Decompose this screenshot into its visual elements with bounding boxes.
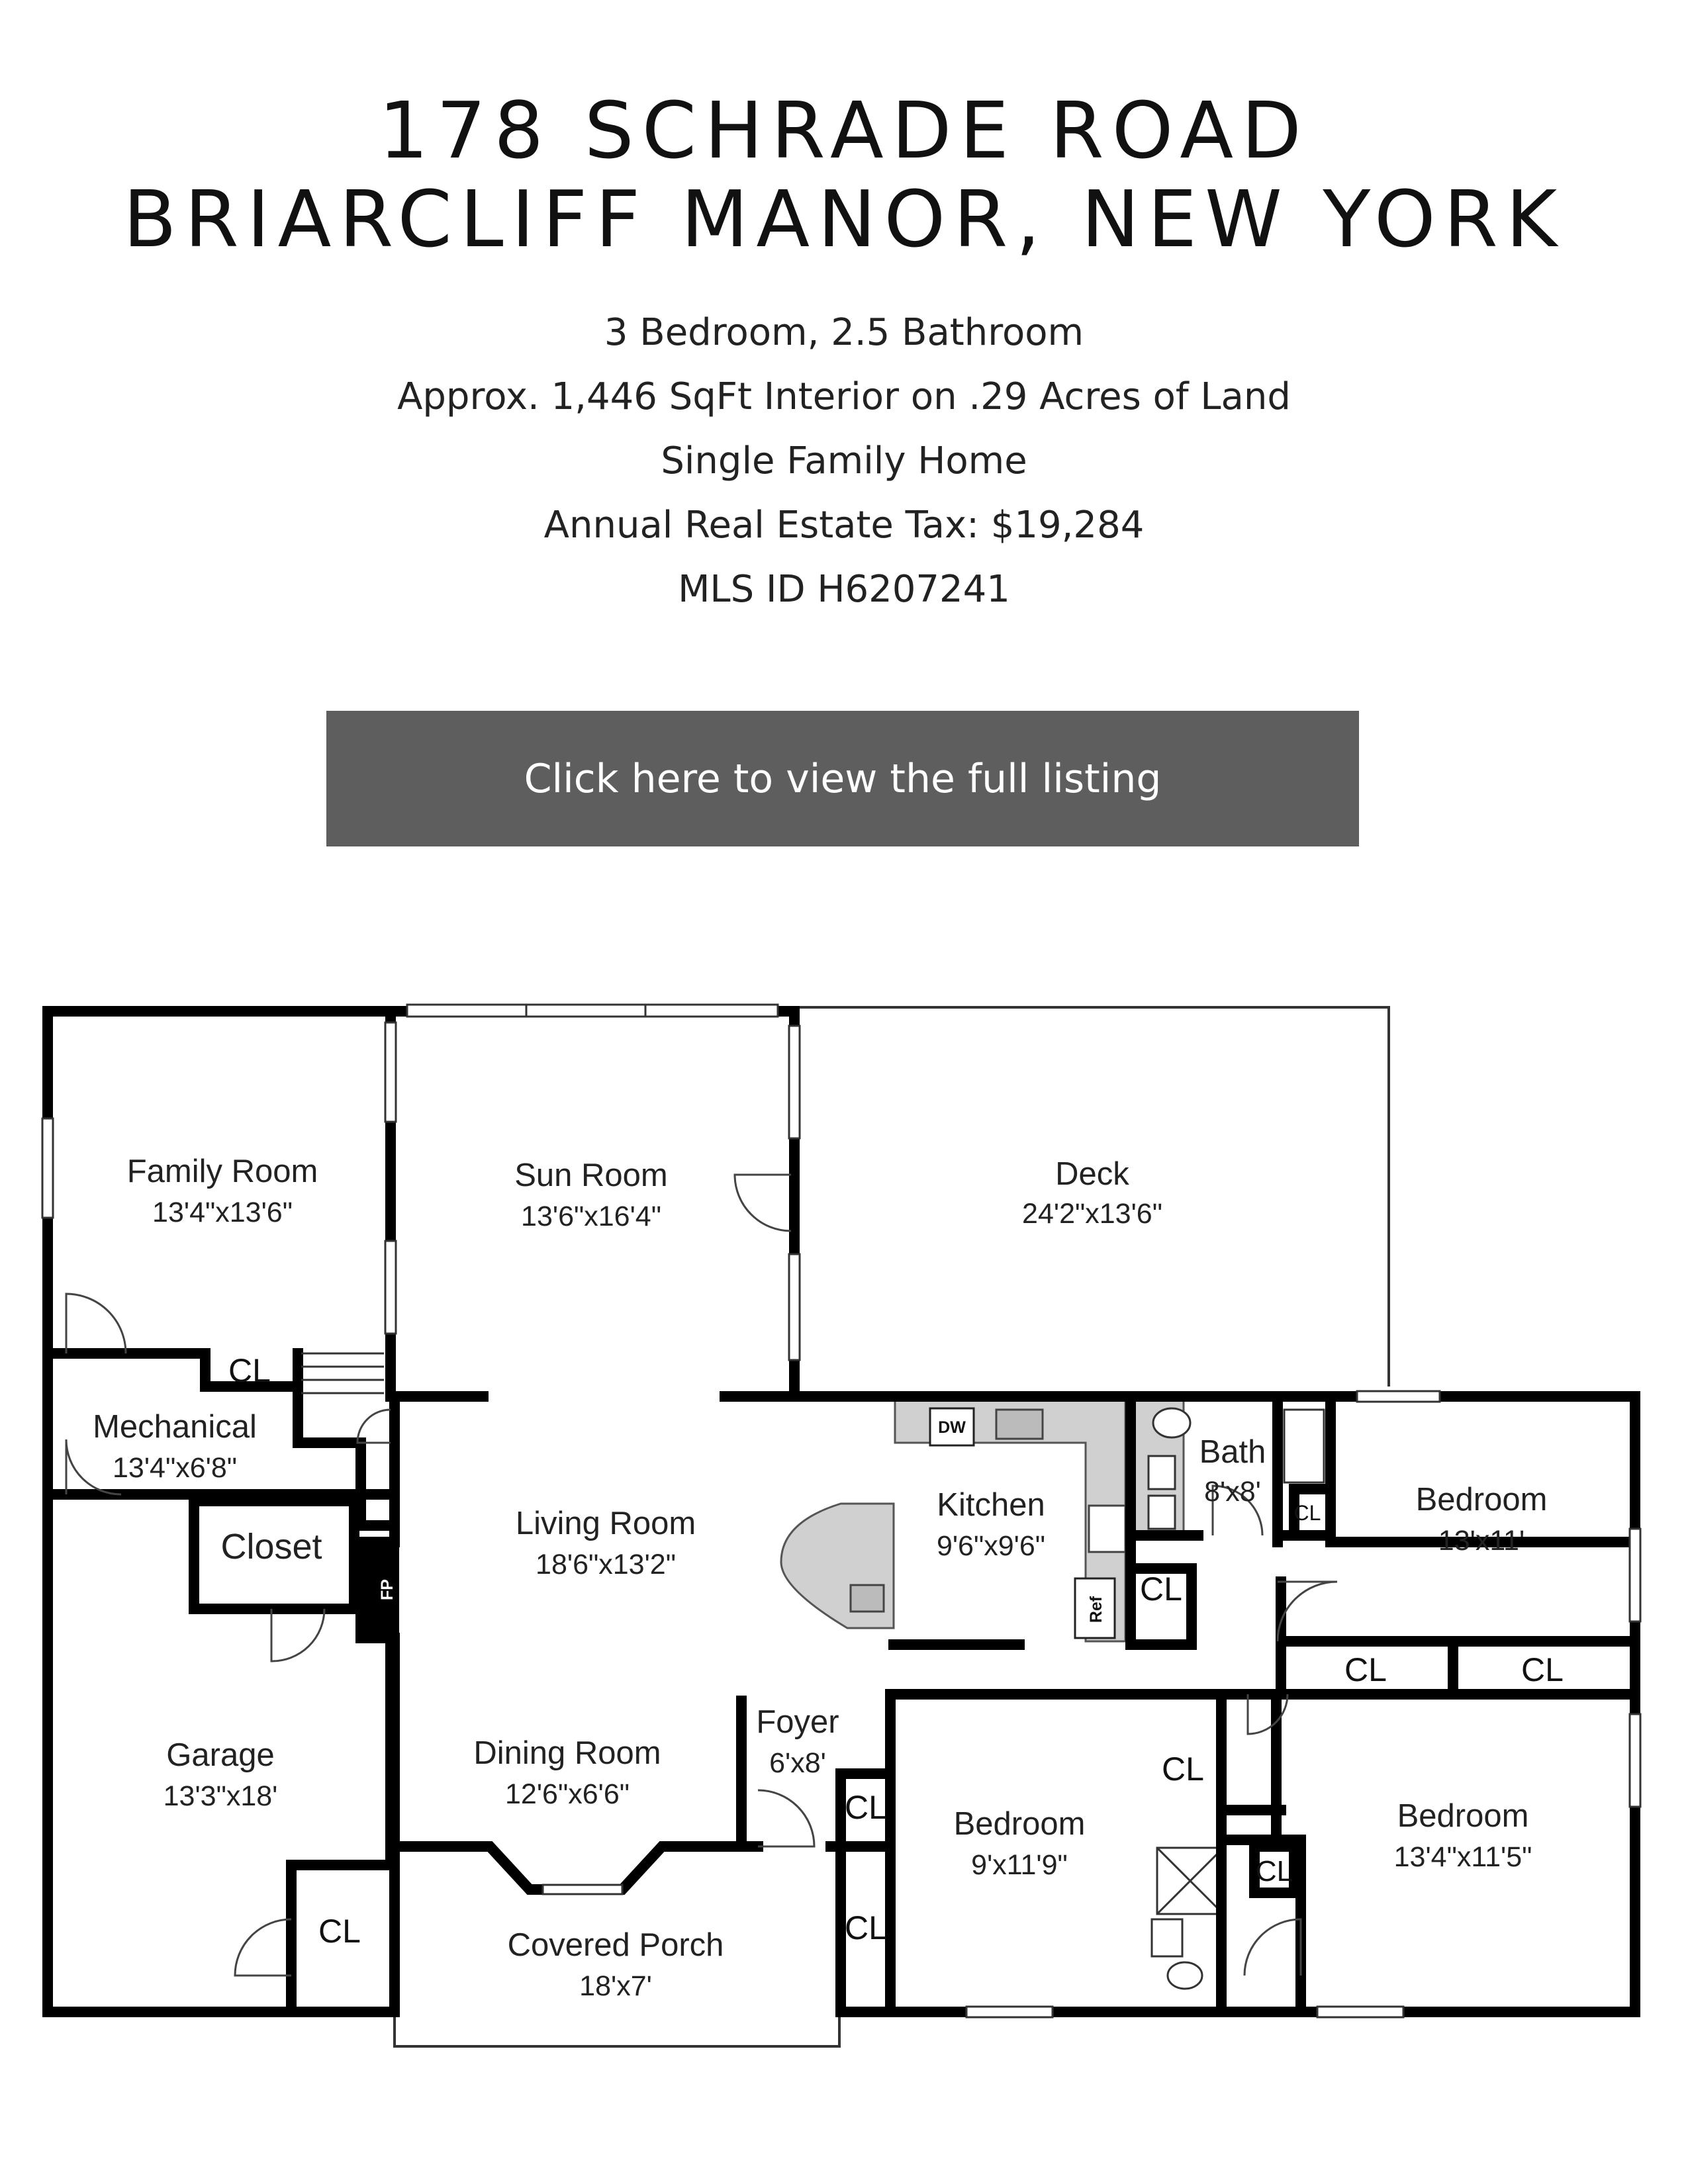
room-dining-room [473,1735,661,1810]
dishwasher-icon [930,1408,974,1445]
svg-text:Ref: Ref [1087,1596,1105,1623]
svg-text:Bedroom: Bedroom [1415,1482,1548,1518]
svg-text:Bath: Bath [1199,1434,1266,1470]
room-kitchen [937,1487,1045,1562]
room-family-room [127,1154,318,1228]
svg-text:Mechanical: Mechanical [93,1409,257,1445]
size-text: Approx. 1,446 SqFt Interior on .29 Acres of Land [397,375,1291,418]
stove-icon [1089,1506,1125,1552]
address-line-2: BRIARCLIFF MANOR, NEW YORK [122,173,1566,265]
svg-text:DW: DW [938,1418,966,1437]
svg-text:Living Room: Living Room [515,1506,696,1541]
svg-text:13'4"x13'6": 13'4"x13'6" [152,1197,293,1228]
deck-outline [794,1007,1389,1387]
svg-text:13'x11': 13'x11' [1438,1525,1525,1557]
svg-text:9'6"x9'6": 9'6"x9'6" [936,1530,1046,1562]
svg-text:18'6"x13'2": 18'6"x13'2" [536,1549,676,1580]
room-foyer [756,1704,839,1779]
fireplace-label: FP [378,1579,397,1600]
svg-text:Garage: Garage [166,1737,275,1773]
svg-text:6'x8': 6'x8' [769,1747,826,1779]
room-sun-room [514,1158,668,1232]
room-closet [220,1527,322,1567]
svg-text:Dining Room: Dining Room [473,1735,661,1771]
svg-text:8'x8': 8'x8' [1204,1476,1261,1508]
svg-text:Closet: Closet [220,1527,322,1567]
sink-icon [996,1410,1043,1439]
island-sink-icon [851,1585,884,1612]
mls-id-text: MLS ID H6207241 [678,568,1010,611]
svg-text:9'x11'9": 9'x11'9" [971,1849,1068,1881]
room-bedroom-middle [954,1806,1086,1881]
home-type-text: Single Family Home [661,439,1027,482]
cl-foyer-bottom: CL [845,1909,887,1946]
cl-bath: CL [1293,1501,1321,1525]
cl-mechanical: CL [228,1352,271,1389]
room-garage [164,1737,278,1812]
svg-text:18'x7': 18'x7' [579,1970,652,2002]
svg-text:Covered Porch: Covered Porch [507,1927,724,1963]
cl-bedroom-middle: CL [1162,1751,1204,1788]
svg-text:Family Room: Family Room [126,1154,318,1189]
svg-text:Kitchen: Kitchen [937,1487,1045,1523]
svg-text:12'6"x6'6": 12'6"x6'6" [504,1778,630,1810]
svg-text:Sun Room: Sun Room [514,1158,668,1193]
svg-text:Bedroom: Bedroom [1397,1798,1529,1834]
tax-text: Annual Real Estate Tax: $19,284 [543,504,1145,547]
svg-text:Bedroom: Bedroom [953,1806,1086,1842]
svg-text:13'4"x11'5": 13'4"x11'5" [1393,1841,1532,1873]
room-bedroom-bottom-right [1394,1798,1532,1873]
stairs [301,1353,384,1393]
svg-text:13'4"x6'8": 13'4"x6'8" [112,1452,238,1484]
room-living-room [516,1506,696,1580]
room-bath [1199,1434,1266,1508]
room-mechanical [93,1409,257,1484]
view-listing-button[interactable]: Click here to view the full listing [326,711,1359,846]
svg-text:Foyer: Foyer [756,1704,839,1740]
cl-hall-left: CL [1344,1651,1387,1688]
svg-text:24'2"x13'6": 24'2"x13'6" [1022,1198,1162,1230]
cl-garage: CL [318,1913,361,1950]
refrigerator-icon [1075,1578,1115,1638]
cl-kitchen: CL [1140,1570,1182,1608]
svg-text:13'6"x16'4": 13'6"x16'4" [521,1201,661,1232]
cl-hall-right: CL [1521,1651,1564,1688]
room-covered-porch [508,1927,724,2002]
beds-baths-text: 3 Bedroom, 2.5 Bathroom [604,311,1084,354]
cl-foyer-top: CL [845,1789,887,1826]
cl-bath-bottom: CL [1255,1855,1293,1888]
svg-text:13'3"x18': 13'3"x18' [163,1780,278,1812]
floor-plan [0,927,1688,2184]
address-line-1: 178 SCHRADE ROAD [379,85,1309,176]
svg-text:Deck: Deck [1055,1156,1129,1192]
room-deck [1022,1156,1162,1230]
